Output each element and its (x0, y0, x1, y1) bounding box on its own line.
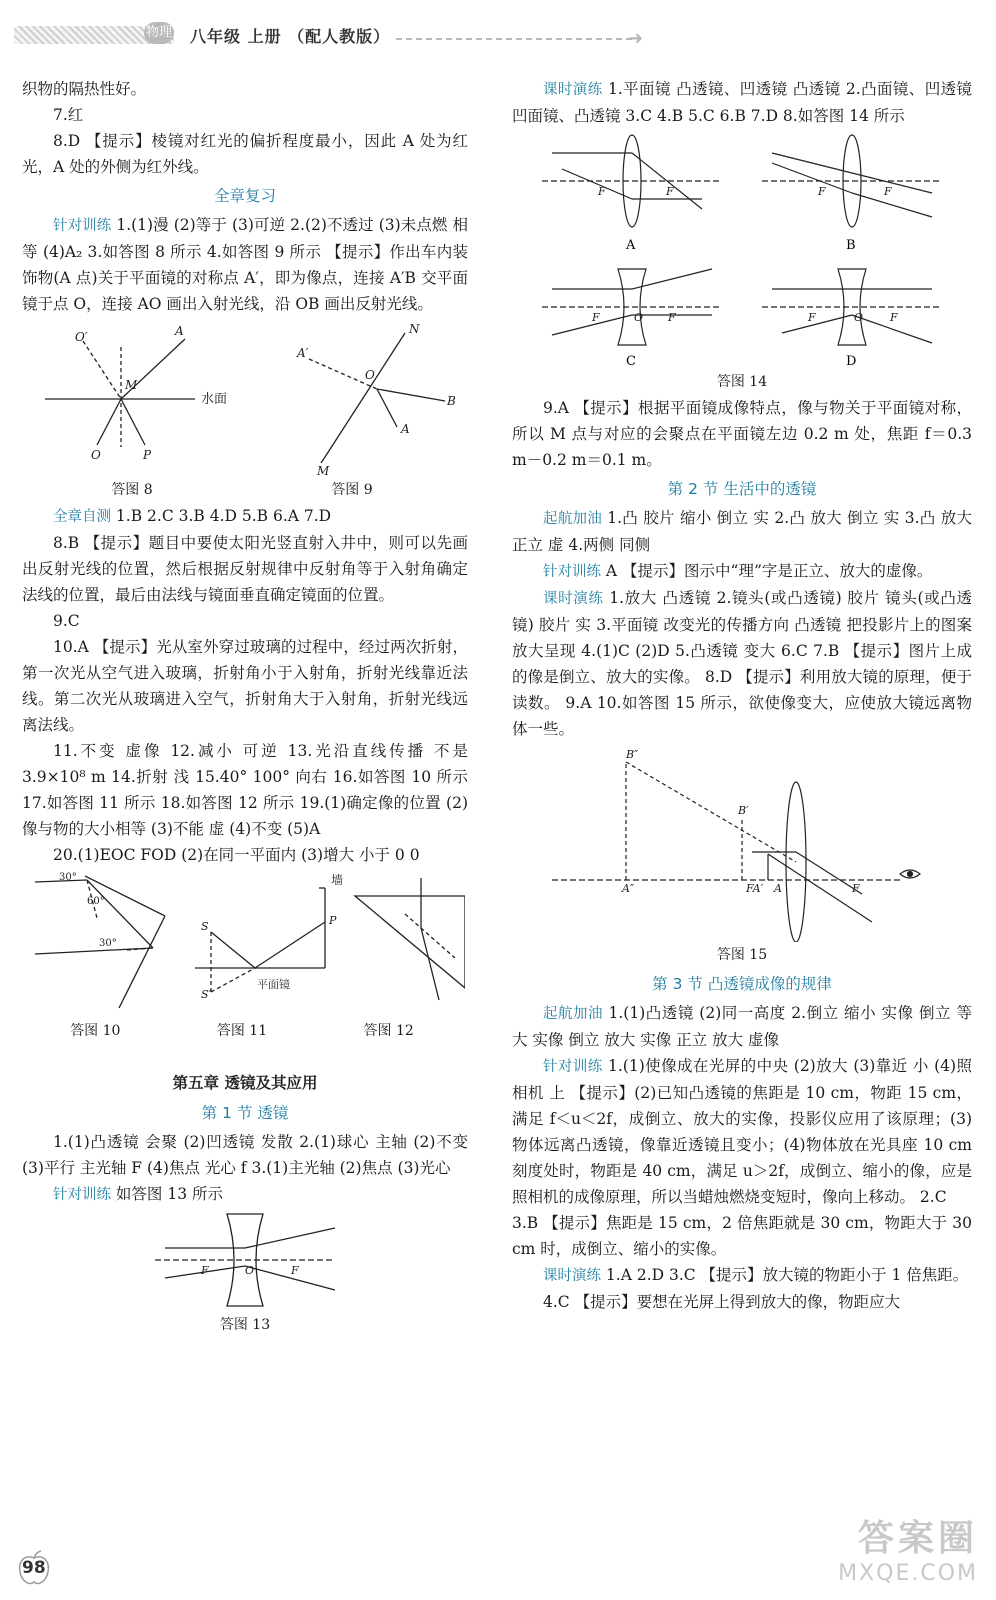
block-tag: 起航加油 (543, 511, 603, 527)
figure-caption: 答图 15 (716, 947, 768, 963)
svg-text:F: F (668, 311, 676, 324)
answer-block: 针对训练 A 【提示】图示中“理”字是正立、放大的虚像。 (543, 562, 933, 580)
block-tag: 起航加油 (543, 1006, 604, 1022)
svg-text:N: N (409, 322, 420, 336)
figure-12 (355, 878, 465, 1000)
answer-block: 针对训练 如答图 13 所示 (53, 1185, 224, 1203)
subject-badge: 物理 (144, 22, 174, 44)
section-title: 第 3 节 凸透镜成像的规律 (652, 975, 832, 993)
book-title: 八年级 上册 （配人教版） (190, 27, 391, 46)
figure-14-d (762, 269, 942, 345)
answer-11-19: 11.不变 虚像 12.减小 可逆 13.光沿直线传播 不是 3.9×10⁸ m 14.折射 浅 15.40° 100° 向右 16.如答图 10 所示 17.如答图 11 所示 18.如答图 12 所示 19.(1)确定像的位置 (2)像与物的大小相等 (3)不能 虚 (4)不变 (5)A (22, 742, 468, 838)
page-header (14, 12, 674, 52)
figure-13 (145, 1208, 345, 1312)
svg-text:O: O (634, 311, 644, 324)
section-title: 全章复习 (213, 187, 276, 205)
figure-caption: 答图 9 (331, 482, 373, 498)
svg-text:F: F (598, 185, 606, 198)
figure-caption: 答图 10 (70, 1023, 121, 1039)
svg-text:A: A (774, 882, 782, 895)
figure-caption: 答图 14 (716, 374, 768, 390)
svg-text:30°: 30° (99, 938, 117, 949)
figure-14-label: C (626, 354, 636, 369)
figure-14-label: D (846, 354, 857, 369)
svg-text:P: P (329, 914, 337, 927)
svg-text:O′: O′ (75, 330, 88, 344)
svg-text:O: O (365, 368, 375, 382)
svg-text:B″: B″ (626, 748, 639, 761)
block-tag: 针对训练 (53, 1187, 111, 1203)
figure-14-label: B (846, 238, 856, 253)
section-title: 第 1 节 透镜 (201, 1104, 289, 1122)
water-label: 水面 (201, 392, 228, 407)
answer-8: 8.D 【提示】棱镜对红光的偏折程度最小，因此 A 处为红光，A 处的外侧为红外线。 (22, 132, 468, 176)
figure-14-label: A (626, 238, 636, 253)
figure-caption: 答图 11 (216, 1023, 268, 1039)
svg-text:FA′: FA′ (746, 882, 764, 895)
svg-text:M: M (317, 464, 330, 477)
answer-block: 针对训练 1.(1)使像成在光屏的中央 (2)放大 (3)靠近 小 (4)照相机 上 【提示】(2)已知凸透镜的焦距是 10 cm，物距 15 cm，满足 f＜u＜2f，成倒立、放大的实像，投影仪应用了该原理；(3)物体远离凸透镜，像靠近透镜且变小；(4)物体放在光具座 10 cm 刻度处时，物距是 40 cm，满足 u＞2f，成倒立、缩小的像，应是照相机的成像原理，所以当蜡烛燃烧变短时，像向上移动。 2.C (512, 1057, 973, 1206)
answer-block: 起航加油 1.(1)凸透镜 (2)同一高度 2.倒立 缩小 实像 倒立 等大 实像 倒立 放大 实像 正立 放大 虚像 (512, 1004, 973, 1049)
figure-8 (45, 324, 227, 462)
header-dashed-line (396, 38, 632, 40)
answer-block: 1.(1)凸透镜 会聚 (2)凹透镜 发散 2.(1)球心 主轴 (2)不变 (3)平行 主光轴 F (4)焦点 光心 f 3.(1)主光轴 (2)焦点 (3)光心 (22, 1133, 468, 1177)
svg-text:F: F (592, 311, 600, 324)
figure-14-b (762, 135, 942, 227)
answer-block: 起航加油 1.凸 胶片 缩小 倒立 实 2.凸 放大 倒立 实 3.凸 放大 正立 虚 4.两侧 同侧 (512, 509, 972, 554)
mirror-label: 平面镜 (257, 978, 290, 991)
block-tag: 针对训练 (543, 564, 601, 580)
section-title: 第 2 节 生活中的透镜 (667, 480, 817, 498)
figure-14-a (542, 135, 722, 227)
svg-text:M: M (125, 378, 138, 392)
svg-text:S: S (201, 920, 209, 933)
block-tag: 课时演练 (543, 1268, 601, 1284)
left-column (22, 76, 468, 1338)
answer-4: 4.C 【提示】要想在光屏上得到放大的像，物距应大 (543, 1293, 901, 1311)
svg-text:P: P (143, 448, 152, 462)
svg-text:F: F (808, 311, 816, 324)
svg-text:B′: B′ (738, 804, 749, 817)
figure-8-9 (25, 317, 465, 477)
figure-caption: 答图 12 (363, 1023, 414, 1039)
block-tag: 针对训练 (543, 1059, 603, 1075)
svg-text:F: F (291, 1264, 299, 1277)
figure-caption: 答图 13 (219, 1317, 271, 1333)
svg-text:B: B (447, 394, 456, 408)
figure-caption: 答图 8 (111, 482, 153, 498)
answer-7: 7.红 (53, 106, 84, 124)
wall-label: 墙 (331, 873, 344, 887)
svg-text:A: A (175, 324, 184, 338)
answer-block: 针对训练 1.(1)漫 (2)等于 (3)可逆 2.(2)不透过 (3)未点燃 相等 (4)A₂ 3.如答图 8 所示 4.如答图 9 所示 【提示】作出车内装饰物(A 点)关于平面镜的对称点 A′，即为像点，连接 A′B 交平面镜于点 O，连接 AO 画出入射光线，沿 OB 画出反射光线。 (22, 216, 469, 313)
block-tag: 全章自测 (53, 509, 111, 525)
figure-14 (522, 129, 962, 369)
figure-14-c (542, 269, 722, 345)
watermark: 答案圈 MXQE.COM (838, 1518, 978, 1586)
answer-20: 20.(1)EOC FOD (2)在同一平面内 (3)增大 小于 0 0 (53, 846, 420, 864)
svg-text:30°: 30° (59, 872, 77, 883)
figure-10 (35, 872, 165, 1008)
svg-text:F: F (818, 185, 826, 198)
answer-9: 9.A 【提示】根据平面镜成像特点，像与物关于平面镜对称，所以 M 点与对应的会聚点在平面镜左边 0.2 m 处，焦距 f＝0.3 m－0.2 m＝0.1 m。 (512, 399, 972, 469)
answer-8b: 8.B 【提示】题目中要使太阳光竖直射入井中，则可以先画出反射光线的位置，然后根据反射规律中反射角等于入射角确定法线的位置，最后由法线与镜面垂直确定镜面的位置。 (22, 534, 468, 604)
svg-text:A: A (401, 422, 410, 436)
figure-15 (542, 742, 942, 942)
svg-text:O: O (854, 311, 864, 324)
svg-text:O: O (245, 1264, 255, 1277)
answer-block: 课时演练 1.平面镜 凸透镜、凹透镜 凸透镜 2.凸面镜、凹透镜 凹面镜、凸透镜 3.C 4.B 5.C 6.B 7.D 8.如答图 14 所示 (512, 80, 973, 125)
figure-11 (195, 872, 343, 1001)
answer-block: 课时演练 1.放大 凸透镜 2.镜头(或凸透镜) 胶片 镜头(或凸透镜) 胶片 实 3.平面镜 改变光的传播方向 凸透镜 把投影片上的图案放大呈现 4.(1)C (2)D 5.凸透镜 变大 6.C 7.B 【提示】图片上成的像是倒立、放大的实像。 8.D 【提示】利用放大镜的原理，便于读数。 9.A 10.如答图 15 所示，欲使像变大，应使放大镜远离物体一些。 (512, 589, 973, 738)
block-tag: 课时演练 (543, 591, 604, 607)
svg-text:60°: 60° (87, 896, 105, 907)
svg-text:S′: S′ (201, 988, 212, 1001)
svg-text:F: F (890, 311, 898, 324)
svg-text:A″: A″ (622, 882, 635, 895)
svg-text:F: F (852, 882, 860, 895)
svg-text:A′: A′ (297, 346, 309, 360)
chapter-title: 第五章 透镜及其应用 (172, 1074, 318, 1092)
answer-10: 10.A 【提示】光从室外穿过玻璃的过程中，经过两次折射，第一次光从空气进入玻璃，折射角小于入射角，折射光线靠近法线。第二次光从玻璃进入空气，折射角大于入射角，折射光线远离法线。 (22, 638, 468, 734)
figure-9 (296, 322, 456, 477)
answer-3: 3.B 【提示】焦距是 15 cm，2 倍焦距就是 30 cm，物距大于 30 cm 时，成倒立、缩小的实像。 (512, 1214, 972, 1258)
text-line: 织物的隔热性好。 (22, 80, 147, 98)
answer-block: 课时演练 1.A 2.D 3.C 【提示】放大镜的物距小于 1 倍焦距。 (543, 1266, 969, 1284)
page-number: 98 (14, 1548, 54, 1588)
svg-text:F: F (884, 185, 892, 198)
svg-text:F: F (666, 185, 674, 198)
right-column (512, 76, 972, 1315)
answer-block: 全章自测 1.B 2.C 3.B 4.D 5.B 6.A 7.D (53, 507, 332, 525)
svg-text:O: O (91, 448, 101, 462)
block-tag: 针对训练 (53, 218, 112, 234)
svg-text:F: F (201, 1264, 209, 1277)
block-tag: 课时演练 (543, 82, 603, 98)
arrow-icon: ➜ (628, 28, 644, 49)
figure-10-11-12 (25, 868, 465, 1018)
answer-9: 9.C (53, 612, 80, 630)
